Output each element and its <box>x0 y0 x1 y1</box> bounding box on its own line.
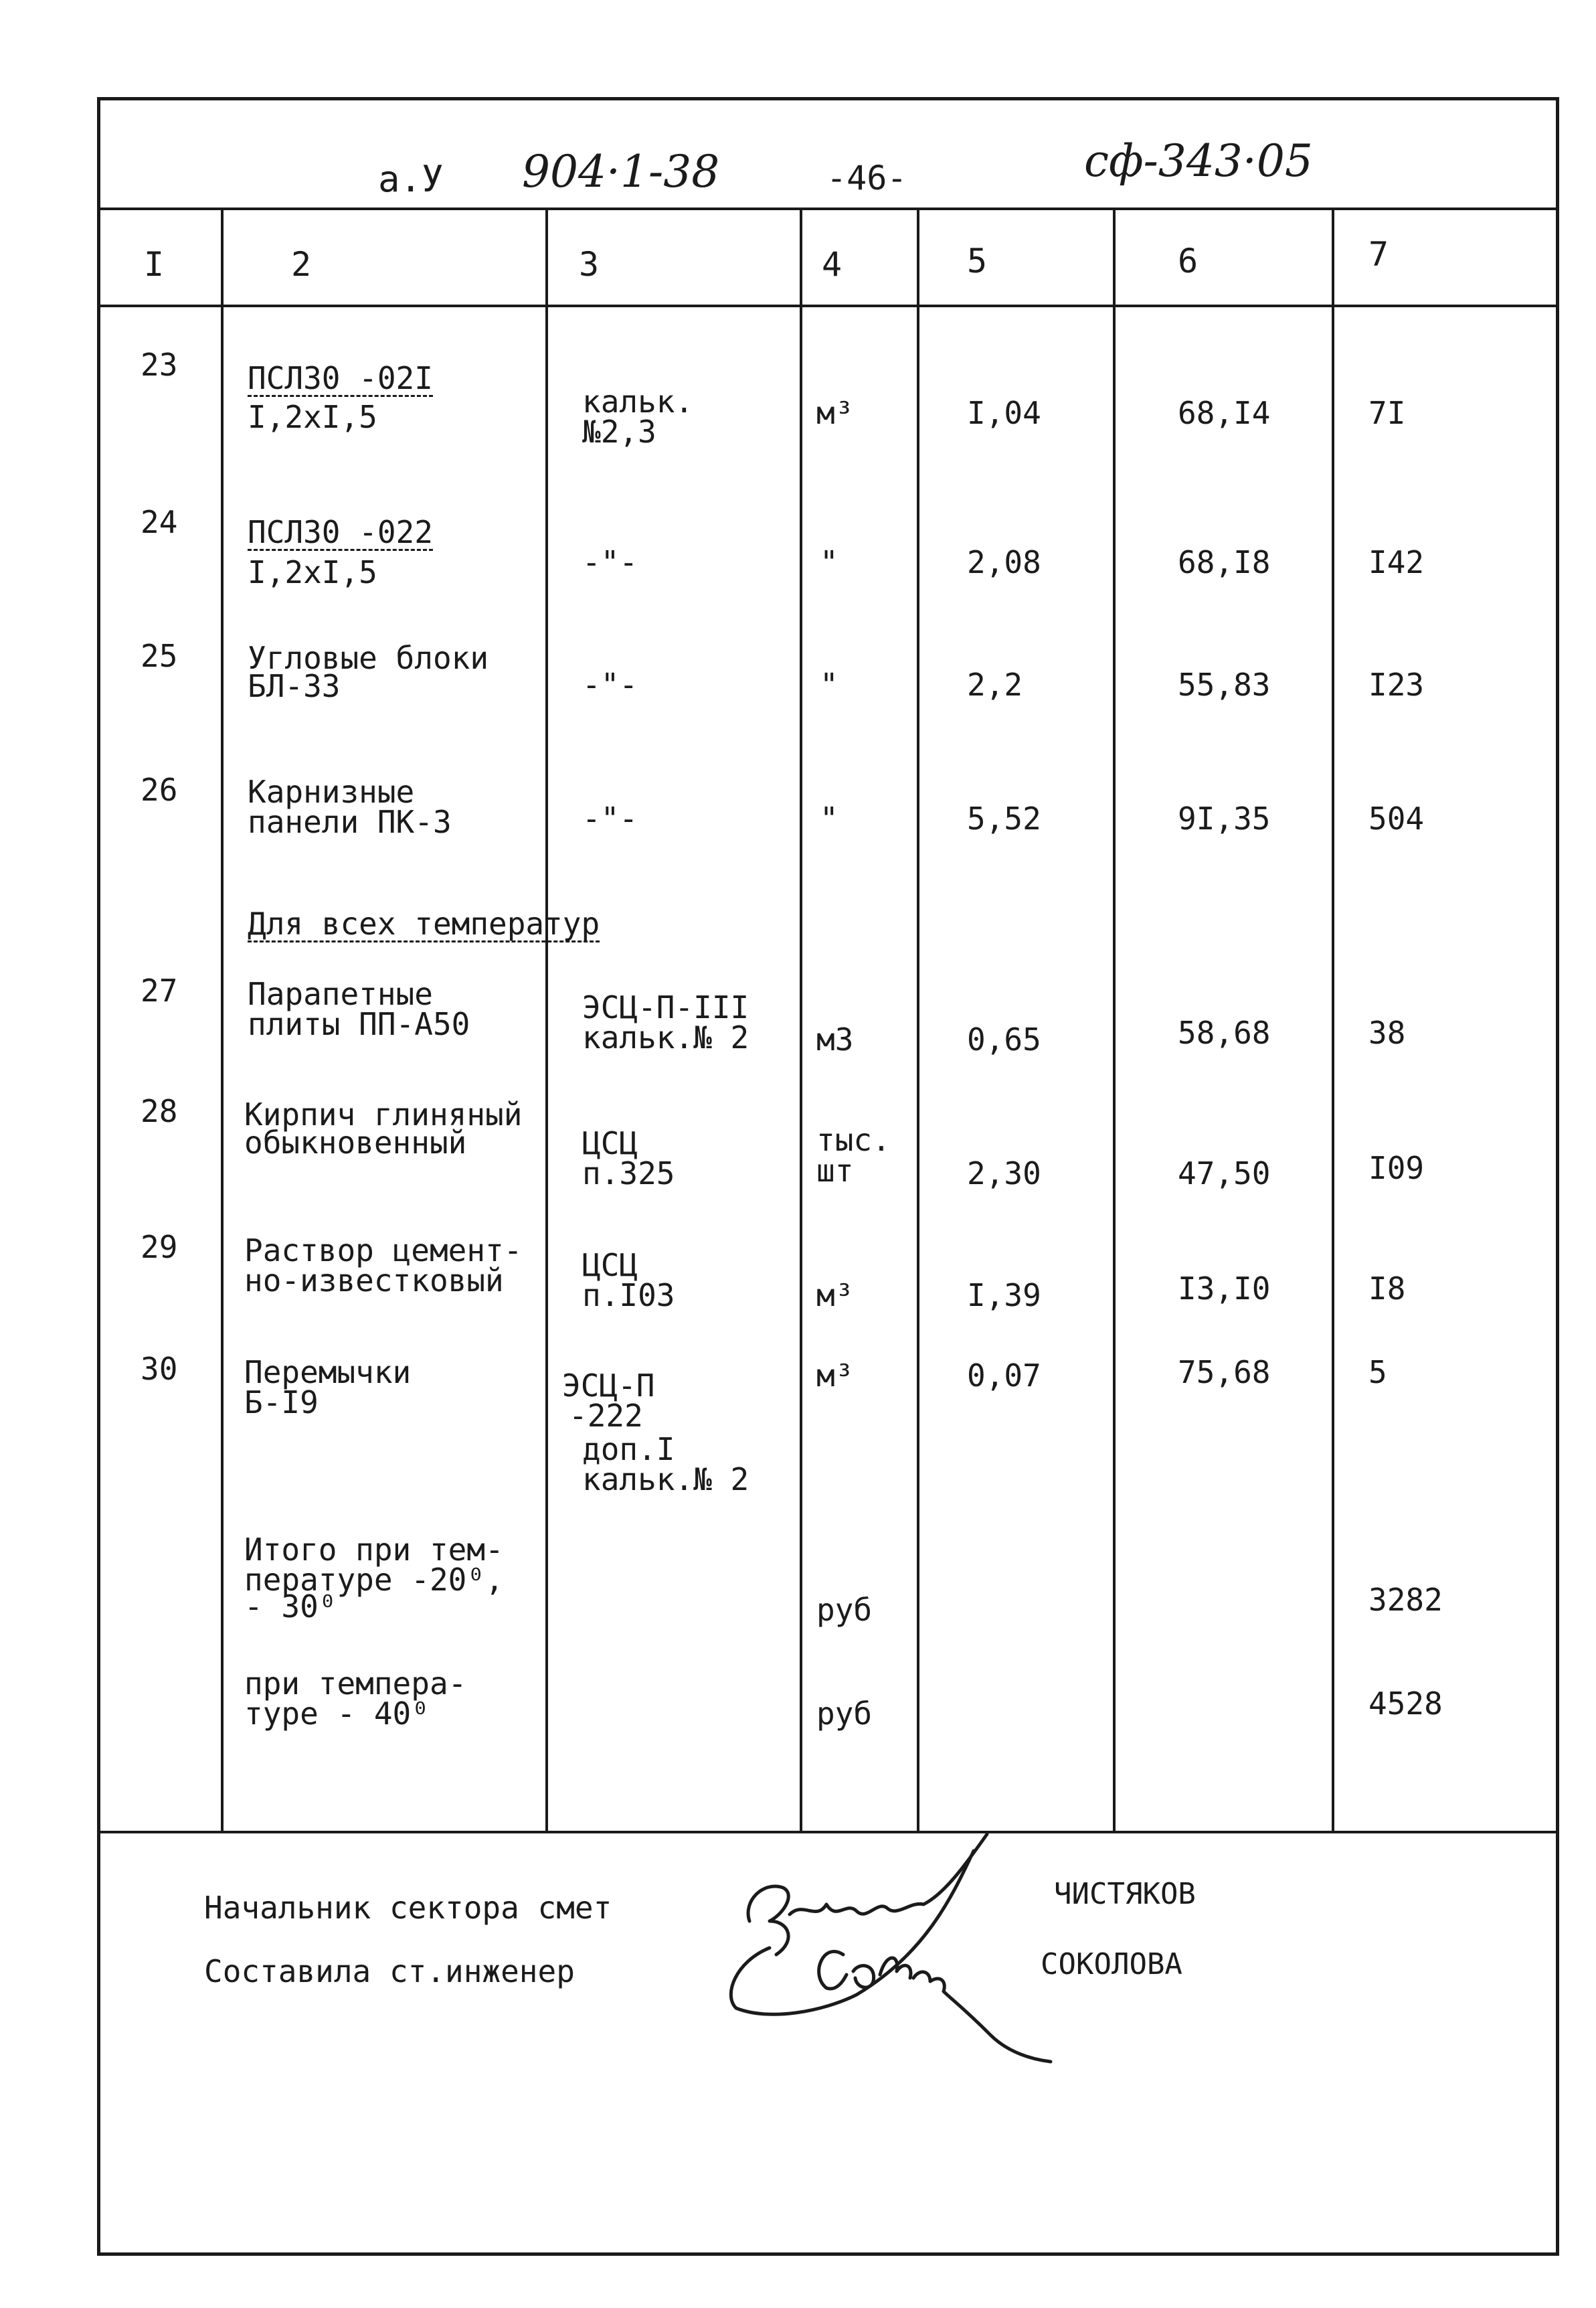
row-unit: м³ <box>816 1277 854 1313</box>
column-header-3: 3 <box>579 245 600 284</box>
column-header-5: 5 <box>967 242 988 280</box>
row-no: 27 <box>141 973 178 1009</box>
row-no: 28 <box>141 1093 178 1129</box>
total-label-line: - 30⁰ <box>244 1588 337 1625</box>
column-header-2: 2 <box>291 245 312 284</box>
column-header-6: 6 <box>1178 242 1199 280</box>
row-total: I09 <box>1368 1150 1425 1186</box>
total-value: 4528 <box>1368 1685 1443 1722</box>
row-name-line: БЛ-33 <box>248 668 341 704</box>
row-no: 25 <box>141 638 178 674</box>
row-total: 7I <box>1368 395 1406 431</box>
row-name-line: но-известковый <box>244 1262 504 1299</box>
row-unit: м3 <box>816 1021 854 1058</box>
row-unit: тыс. шт <box>816 1122 891 1189</box>
row-qty: 0,07 <box>967 1357 1041 1394</box>
total-unit: руб <box>816 1696 873 1732</box>
row-qty: 2,2 <box>967 667 1023 703</box>
row-source-line: ЭСЦ-П <box>562 1368 655 1404</box>
signature-name: СОКОЛОВА <box>1041 1947 1182 1981</box>
row-price: 68,I4 <box>1178 395 1271 431</box>
row-source-line: -"- <box>582 667 638 703</box>
row-qty: 0,65 <box>967 1021 1041 1058</box>
row-source-line: ЭСЦ-П-III <box>582 989 749 1025</box>
row-source-line: -"- <box>582 544 638 580</box>
row-name-line: панели ПК-3 <box>248 804 452 840</box>
row-price: 68,I8 <box>1178 544 1271 580</box>
header-prefix: а.У <box>378 158 444 200</box>
row-name-line: Угловые блоки <box>248 640 489 676</box>
row-price: 75,68 <box>1178 1354 1271 1390</box>
row-price: 55,83 <box>1178 667 1271 703</box>
row-name-line: Парапетные <box>248 976 433 1012</box>
total-label-line: туре - 40⁰ <box>244 1696 430 1732</box>
row-price: 47,50 <box>1178 1155 1271 1191</box>
row-source-line: ЦСЦ <box>582 1247 638 1283</box>
row-price: 58,68 <box>1178 1015 1271 1051</box>
row-total: I42 <box>1368 544 1425 580</box>
row-unit: " <box>820 544 838 580</box>
row-name-line: ПСЛЗ0 -022 <box>248 514 433 550</box>
row-total: I8 <box>1368 1270 1406 1307</box>
row-no: 30 <box>141 1351 178 1387</box>
row-qty: 5,52 <box>967 801 1041 837</box>
row-name-line: Кирпич глиняный <box>244 1096 523 1133</box>
row-qty: 2,08 <box>967 544 1041 580</box>
row-name-line: плиты ПП-А50 <box>248 1006 470 1042</box>
row-no: 24 <box>141 504 178 540</box>
row-qty: I,04 <box>967 395 1041 431</box>
header-doc-ref: сф-343·05 <box>1084 135 1313 187</box>
row-unit: м³ <box>816 1357 854 1394</box>
row-total: I23 <box>1368 667 1425 703</box>
row-source-line: п.I03 <box>582 1277 675 1313</box>
row-total: 38 <box>1368 1015 1406 1051</box>
col-divider-2 <box>545 209 548 1831</box>
row-source-line: -"- <box>582 801 638 837</box>
row-unit: " <box>820 801 838 837</box>
total-label-line: пературе -20⁰, <box>244 1562 504 1598</box>
header-code: 904·1-38 <box>522 146 720 197</box>
handwritten-signature <box>709 1821 1084 2075</box>
col-divider-5 <box>1113 209 1116 1831</box>
total-label-line: Итого при тем- <box>244 1532 504 1568</box>
row-unit: м³ <box>816 395 854 431</box>
row-source-line: п.325 <box>582 1155 675 1191</box>
column-header-divider <box>97 305 1559 307</box>
row-source-line: кальк.№ 2 <box>582 1019 749 1056</box>
row-name-line: ПСЛЗ0 -02I <box>248 360 433 396</box>
total-label-line: при темпера- <box>244 1665 467 1702</box>
row-source-line: -222 <box>569 1398 643 1434</box>
row-name-line: обыкновенный <box>244 1125 467 1161</box>
row-no: 23 <box>141 347 178 383</box>
signature-role: Составила ст.инженер <box>204 1953 575 1989</box>
row-source-line: ЦСЦ <box>582 1125 638 1161</box>
row-qty: I,39 <box>967 1277 1041 1313</box>
row-no: 29 <box>141 1229 178 1265</box>
row-total: 504 <box>1368 801 1425 837</box>
section-title: Для всех температур <box>248 906 600 942</box>
row-name-line: Б-I9 <box>244 1384 319 1420</box>
row-price: 9I,35 <box>1178 801 1271 837</box>
row-qty: 2,30 <box>967 1155 1041 1191</box>
total-value: 3282 <box>1368 1582 1443 1618</box>
signature-role: Начальник сектора смет <box>204 1890 612 1926</box>
column-header-1: I <box>144 245 165 284</box>
row-price: I3,I0 <box>1178 1270 1271 1307</box>
signature-name: ЧИСТЯКОВ <box>1054 1877 1196 1911</box>
col-divider-3 <box>800 209 802 1831</box>
col-divider-1 <box>221 209 224 1831</box>
col-divider-4 <box>917 209 919 1831</box>
row-unit: " <box>820 667 838 703</box>
row-name-line: Карнизные <box>248 774 415 810</box>
column-header-7: 7 <box>1368 235 1389 274</box>
header-divider <box>97 208 1559 210</box>
row-name-line: I,2xI,5 <box>248 554 377 590</box>
row-source-line: доп.I <box>582 1431 675 1467</box>
row-source-line: кальк.№ 2 <box>582 1461 749 1497</box>
row-no: 26 <box>141 772 178 808</box>
row-source-line: кальк. <box>582 384 694 420</box>
header-page: -46- <box>826 159 907 197</box>
col-divider-6 <box>1332 209 1334 1831</box>
column-header-4: 4 <box>822 245 843 284</box>
total-unit: руб <box>816 1592 873 1628</box>
row-name-line: Раствор цемент- <box>244 1232 523 1268</box>
row-name-line: I,2xI,5 <box>248 399 377 435</box>
row-name-line: Перемычки <box>244 1354 412 1390</box>
row-total: 5 <box>1368 1354 1387 1390</box>
row-source-line: №2,3 <box>582 414 656 450</box>
